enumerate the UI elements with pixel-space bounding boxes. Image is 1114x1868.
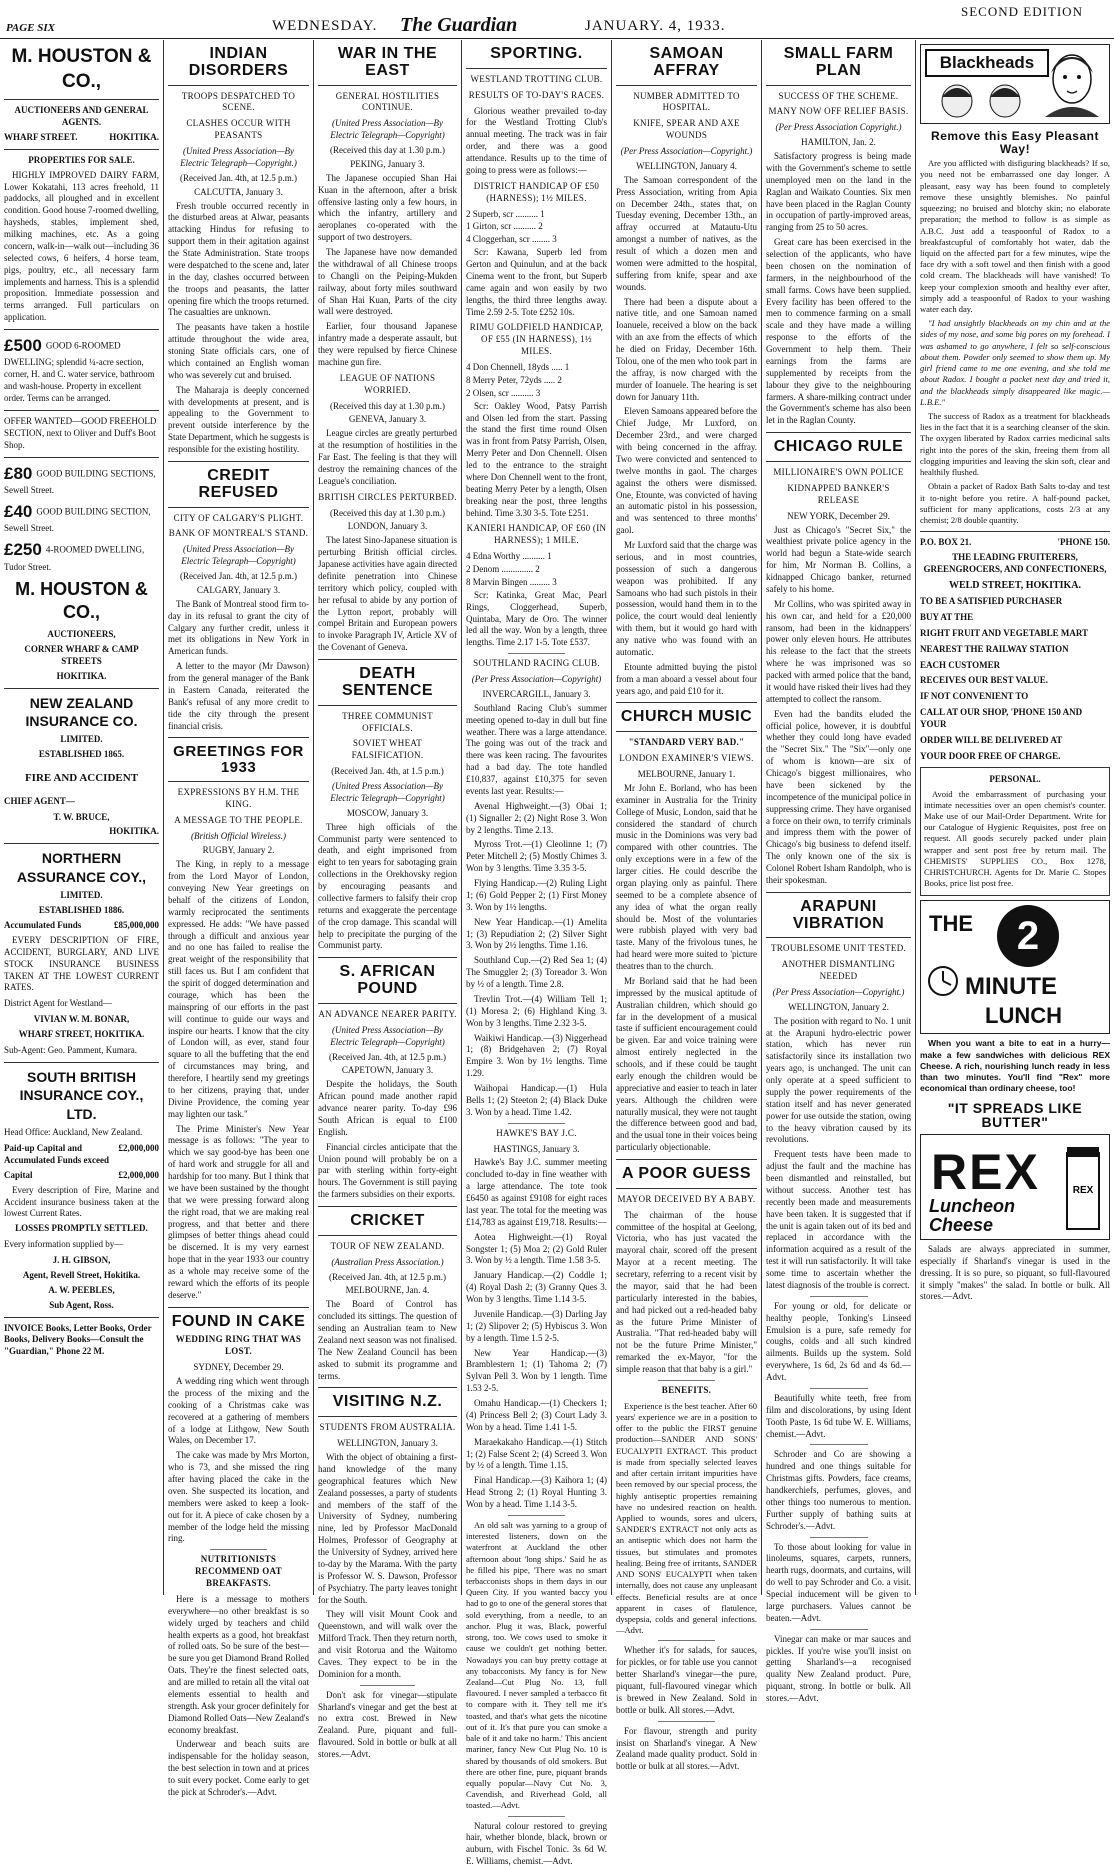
column-display-ads: [916, 40, 1114, 1595]
masthead-edition: SECOND EDITION: [961, 4, 1083, 19]
dateline: CALCUTTA, January 3.: [194, 186, 283, 197]
peebles-address: Sub Agent, Ross.: [49, 1299, 114, 1310]
accumulated-funds: Accumulated Funds £85,000,000: [4, 920, 159, 931]
article-paragraph: The cake was made by Mrs Morton, who is 73, and she missed the ring after having placed the cake in the oven. She suspected its location, and members were asked to keep a look-out for it. A piece of cake chosen by a member of the lodge held the missing ring.: [168, 1450, 309, 1544]
rex-logo: REX: [931, 1143, 1040, 1200]
subhead: MAYOR DECEIVED BY A BABY.: [617, 1193, 756, 1204]
south-head-office: Head Office: Auckland, New Zealand.: [4, 1127, 143, 1138]
firm2-town: HOKITIKA.: [56, 670, 107, 681]
article-paragraph: Financial circles anticipate that the Union pound will probably be on a par with sterling within forty-eight hours. The Government is still paying the farmers subsidies on their exports.: [318, 1141, 457, 1200]
masthead-title: The Guardian: [400, 14, 518, 36]
headline-greetings: GREETINGS FOR 1933: [173, 743, 304, 777]
race-result-paragraph: Waikiwi Handicap.—(3) Niggerhead 1; (8) Bridgehaven 2; (7) Royal Empire 3. Won by 1½ lengths. Time 1.29.: [466, 1032, 607, 1079]
subhead: KNIFE, SPEAR AND AXE WOUNDS: [633, 118, 740, 141]
race-result: 4 Edna Worthy .......... 1: [466, 551, 552, 562]
article-paragraph: For flavour, strength and purity insist on Sharland's vinegar. A New Zealand made quality product. Sold in bottle or bulk at all stores.—Advt.: [616, 1725, 757, 1772]
column-4: [462, 40, 612, 1867]
headline-war-in-east: WAR IN THE EAST: [337, 45, 438, 79]
subhead: WESTLAND TROTTING CLUB.: [470, 73, 603, 84]
fruiterer-address: WELD STREET, HOKITIKA.: [948, 579, 1082, 591]
race-result-paragraph: Southland Cup.—(2) Red Sea 1; (4) The Smuggler 2; (3) Toreador 3. Won by ½ of a length. Time 2.8.: [466, 955, 607, 990]
masthead-date: JANUARY. 4, 1933.: [585, 18, 726, 34]
subhead: CITY OF CALGARY'S PLIGHT.: [173, 512, 304, 523]
press-credit: (Per Press Association—Copyright.): [772, 986, 905, 997]
headline-found-in-cake: FOUND IN CAKE: [171, 1312, 306, 1330]
invoice-books-ad: INVOICE Books, Letter Books, Order Books, Delivery Books—Consult the "Guardian," Phone 22 M.: [4, 1322, 152, 1357]
article-paragraph: The Japanese occupied Shan Hai Kuan in the afternoon, after a brisk offensive lasting only a few hours, in which the infantry, artillery and aeroplanes co-operated with the support of two destroyers.: [318, 172, 457, 243]
press-credit: (United Press Association—By Electric Telegraph—Copyright): [181, 544, 296, 567]
clock-hand-icon: [925, 941, 961, 1021]
race-result: 2 Denom .............. 2: [466, 564, 540, 575]
subhead: AN ADVANCE NEARER PARITY.: [318, 1008, 457, 1019]
column-6: [762, 40, 916, 1704]
article-paragraph: The latest Sino-Japanese situation is perturbing British official circles. Japanese activities have again directed definite penetration into Chinese territory which policy, coupled with her refusal to abide by any portion of the Lytton report, probably will compel Britain and European powers to invoke Paragraph IV, Article XV of the Covenant of Geneva.: [318, 535, 457, 653]
article-paragraph: They will visit Mount Cook and Queenstown, and will walk over the Milford Track. Then they return north, and visit Rotorua and the Waitomo Caves. They expect to be in the Dominion for a month.: [318, 1609, 457, 1679]
race-result: 2 Olsen, scr .......... 3: [466, 387, 541, 398]
subhead: SUCCESS OF THE SCHEME.: [778, 90, 899, 101]
article-paragraph: Eleven Samoans appeared before the Chief Judge, Mr Luxford, on December 23rd., and were charged with being concerned in the affray. Two were convicted and sentenced to twelve months in gaol. The charges against the others were dismissed. One, Etounte, was convicted of having an automatic pistol in his possession, and was sentenced to three months' gaol.: [616, 406, 757, 536]
dateline: (Received Jan. 4th, at 12.5 p.m.): [180, 172, 297, 183]
fruiterer-line: CALL AT OUR SHOP, 'PHONE 150 AND YOUR: [920, 707, 1083, 729]
dateline: (Received this day at 1.30 p.m.): [330, 145, 445, 156]
race-heading: KANIERI HANDICAP, OF £60 (IN HARNESS); 1 MILE.: [466, 523, 607, 546]
article-paragraph: Mr Borland said that he had been impressed by the musical aptitude of Australian children, which should go far in the development of a musical taste if sufficient encouragement could be given. Ear and voice training were almost entirely neglected in the schools, and if these could be taught early enough the children would be appreciative and easier to teach in later years. Although the children were naturally musical, they were not taught the difference between good and bad, and the usual tone in their voices being particularly objectionable.: [616, 975, 757, 1153]
dateline: PEKING, January 3.: [350, 158, 425, 169]
dateline: CAPETOWN, January 3.: [341, 1065, 434, 1076]
dateline: WELLINGTON, January 4.: [636, 160, 737, 171]
article-paragraph: Schroder and Co are showing a hundred and one things suitable for Christmas gifts. Powders, face creams, handkerchiefs, perfumes, gloves, and other things too numerous to mention. Further supply of bathing suits at Schroder's.—Advt.: [766, 1449, 911, 1531]
dateline: (Received Jan. 4th, at 12.5 p.m.): [180, 571, 297, 582]
chief-agent-name: T. W. BRUCE,: [53, 811, 110, 822]
subhead: A MESSAGE TO THE PEOPLE.: [174, 814, 303, 825]
fruiterer-line: NEAREST THE RAILWAY STATION: [920, 643, 1069, 654]
gibson-name: J. H. GIBSON,: [52, 1255, 111, 1266]
masthead-day: WEDNESDAY.: [272, 18, 378, 34]
fruiterer-line: ORDER WILL BE DELIVERED AT: [920, 734, 1063, 745]
lunch-word: LUNCH: [985, 1003, 1062, 1029]
headline-cricket: CRICKET: [350, 1212, 425, 1230]
dateline: WELLINGTON, January 2.: [788, 1001, 889, 1012]
spreads-slogan: "IT SPREADS LIKE BUTTER": [947, 1099, 1083, 1131]
fruiterer-line: YOUR DOOR FREE OF CHARGE.: [920, 750, 1061, 761]
dateline: MOSCOW, January 3.: [346, 807, 429, 818]
fruiterer-line: BUY AT THE: [920, 611, 974, 622]
subhead: EXPRESSIONS BY H.M. THE KING.: [177, 786, 300, 809]
press-credit: (British Official Wireless.): [191, 830, 286, 841]
subhead: TROUBLESOME UNIT TESTED.: [770, 943, 907, 954]
article-paragraph: The Prime Minister's New Year message is as follows: "The year to which we say good-bye has been one of hard work and struggle for all and hardship for too many. But I think that we have been sustained by the thought that we were pressing forward along the right road, that we are making real progress, and that better and there glimpses of better things ahead could be discerned. It is my very earnest hope that in the year 1933 our country as a whole may receive some of the reward which the efforts of its people deserve.": [168, 1123, 309, 1300]
two-minute-lunch-ad: [920, 900, 1110, 1034]
column-advertisements: [0, 40, 164, 1595]
rex-cheese-ad: [920, 1134, 1110, 1240]
article-paragraph: Hawke's Bay J.C. summer meeting concluded to-day in fine weather with a large attendance. The tote took £6450 as against £9108 for eight races last year. The total for the meeting was £14,783 as against £19,718. Results:—: [466, 1157, 607, 1227]
article-paragraph: Salads are always appreciated in summer, especially if Sharland's vinegar is used in the dressing. It is so pure, so piquant, so full-flavoured it simply "makes" the salad. In bottle or bulk. All stores.—Advt.: [920, 1243, 1110, 1302]
press-credit: (United Press Association—By Electric Telegraph—Copyright.): [180, 146, 297, 168]
race-result-paragraph: New Year Handicap.—(3) Bramblestern 1; (1) Tahoma 2; (7) Sylvan Pell 3. Won by 1 length. Time 1.53 2-5.: [466, 1347, 607, 1394]
vivian-address: WHARF STREET, HOKITIKA.: [18, 1029, 145, 1040]
firm-name-2: M. HOUSTON & CO.,: [15, 578, 148, 623]
blackheads-text: Obtain a packet of Radox Bath Salts to-day and test it to-night before you retire. A half-pound packet, sufficient for many applications, costs 2/3 at any chemist; 2/8 double quantity.: [920, 481, 1110, 525]
dateline: (Received Jan. 4th, at 1.5 p.m.): [331, 766, 444, 777]
article-paragraph: Frequent tests have been made to adjust the fault and the machine has been dismantled and reinstalled, but without success. Another test has recently been made and measurements have been taken. It is suggested that if the unit is again taken out of its bed and replaced in accordance with the information acquired as a result of the test it will run satisfactorily. It will take some time to ascertain whether the latest diagnosis of the trouble is correct.: [766, 1149, 911, 1290]
article-paragraph: The position with regard to No. 1 unit at the Arapuni hydro-electric power station, which has never run satisfactorily since its installation two years ago, is unchanged. The unit can only operate at a speed sufficient to supply the power requirements of the station itself and has never generated power for use outside the station, owing to the heavy vibration caused by its revolutions.: [766, 1015, 911, 1145]
northern-limited: LIMITED.: [60, 890, 103, 901]
peebles-name: A. W. PEEBLES,: [48, 1284, 115, 1295]
property-listing: HIGHLY IMPROVED DAIRY FARM, Lower Kokatahi, 113 acres freehold, 11 paddocks, all ploughed and in excellent condition. Good house 7-roomed dwelling, haysheds, stables, implement shed, milking machines, etc. As a going concern, walk-in—walk out—including 36 selected cows, 6 heifers, 4 horse team, pigs, poultry, etc., all necessary farm implements and harness. This is a splendid proposition. Immediate possession and terms arranged. Full particulars on application.: [4, 169, 159, 323]
headline-credit-refused: CREDIT REFUSED: [198, 466, 279, 501]
lunch-the: THE: [929, 911, 973, 937]
subhead: MANY NOW OFF RELIEF BASIS.: [768, 106, 909, 117]
northern-established: ESTABLISHED 1886.: [38, 905, 125, 916]
lunch-two: 2: [997, 905, 1059, 967]
dateline: HAMILTON, Jan. 2.: [801, 137, 876, 148]
subhead: LEAGUE OF NATIONS WORRIED.: [339, 372, 436, 395]
blackheads-testimonial: "I had unsightly blackheads on my chin and at the sides of my nose, and some big pores on my forehead. I was ashamed to go anywhere, I felt so self-conscious about them. Powder only seemed to show them up. My girl friend came to me one evening, and she told me about Radox. I bought a packet next day and tried it, and the blackheads simply disappeared like magic.—L.B.E.": [920, 318, 1110, 407]
subhead: LONDON EXAMINER'S VIEWS.: [619, 753, 754, 764]
fruiterer-line: RECEIVES OUR BEST VALUE.: [920, 675, 1049, 686]
fruiterer-line: RIGHT FRUIT AND VEGETABLE MART: [920, 627, 1089, 638]
blackheads-ad-header: [920, 44, 1110, 124]
article-paragraph: Underwear and beach suits are indispensable for the holiday season, the best selection in town and at prices to suit every pocket. Come early to get the pick at Schroder's.—Advt.: [168, 1739, 309, 1797]
headline-samoan-affray: SAMOAN AFFRAY: [649, 45, 724, 79]
subhead: BENEFITS.: [661, 1384, 712, 1395]
article-paragraph: Just as Chicago's "Secret Six," the wealthiest private police agency in the world had begun a State-wide search for him, Mr Norman B. Collins, a kidnapped Chicago banker, returned safely to his home.: [766, 524, 911, 594]
corner-address: CORNER WHARF & CAMP STREETS: [24, 643, 139, 666]
column-2: [164, 40, 314, 1797]
article-paragraph: Despite the holidays, the South African pound made another rapid advance nearer parity. To-day £96 South African is equal to £100 English.: [318, 1079, 457, 1137]
race-result: 8 Marvin Bingen ......... 3: [466, 576, 557, 587]
personal-text: Avoid the embarrassment of purchasing your intimate necessities over an open chemist's counter. Make use of our Mail-Order Department. Write for our Catalogue of Hygienic Requisites, post free on request. All goods securely packed under plain wrapper and sent post free by return mail. The CHEMISTS' SUPPLIES CO., Box 1278, CHRISTCHURCH. Agents for Dr. Marie C. Stopes Books, price list post free.: [924, 788, 1106, 889]
press-credit: (United Press Association—By Electric Telegraph—Copyright): [330, 781, 445, 803]
dateline: RUGBY, January 2.: [202, 845, 275, 856]
article-paragraph: Mr Luxford said that the charge was serious, and in most countries, possession of such a dangerous weapon was prohibited. If any Samoans who had such pistols in their possession, would hand them in to the police, the court would deal leniently with them, but it would go hard with any native who was found with an automatic.: [616, 540, 757, 657]
press-credit: (Per Press Association Copyright.): [775, 122, 902, 133]
race-result-paragraph: Trevlin Trot.—(4) William Tell 1; (1) Moresa 2; (6) Highland King 3. Won by 3 lengths. Time 2.32 3-5.: [466, 993, 607, 1028]
headline-visiting-nz: VISITING N.Z.: [332, 1393, 443, 1411]
subhead: RESULTS OF TO-DAY'S RACES.: [468, 89, 605, 100]
dateline: SYDNEY, December 29.: [193, 1362, 284, 1373]
sub-agent: Sub-Agent: Geo. Pamment, Kumara.: [4, 1044, 137, 1055]
article-paragraph: Experience is the best teacher. After 60 years' experience we are in a position to offer to the public the FIRST genuine production—SANDER AND SONS' EUCALYPTI EXTRACT. This product is made from specially selected leaves and after certain irritant impurities have been removed by our special process, the highly antiseptic properties remaining have no undesired reaction on health. Applied to wounds, sores and ulcers, SANDER'S EXTRACT not only acts as an antiseptic which does not harm the tissues, but stimulates and promotes healing. Being free of irritants, SANDER AND SONS' EUCALYPTI when taken internally, does not cause any unpleasant effects. Beneficial results are at once apparent in cases of flatulence, dyspepsia, colds and general infections.—Advt.: [616, 1400, 757, 1636]
chief-agent-town: HOKITIKA.: [109, 826, 159, 837]
woman-face-icon: [1041, 49, 1103, 117]
property-80: £80 GOOD BUILDING SECTIONS, Sewell Street.: [4, 463, 156, 496]
headline-death-sentence: DEATH SENTENCE: [341, 665, 434, 699]
fire-accident: FIRE AND ACCIDENT: [24, 772, 139, 785]
fruiterer-line: IF NOT CONVENIENT TO: [920, 691, 1029, 702]
race-heading: RIMU GOLDFIELD HANDICAP, OF £55 (IN HARNESS), 1½ MILES.: [469, 322, 604, 357]
subhead: KIDNAPPED BANKER'S RELEASE: [787, 482, 890, 505]
south-british-title: SOUTH BRITISH INSURANCE COY., LTD.: [19, 1068, 144, 1122]
article-paragraph: Whether it's for salads, for sauces, for pickles, or for table use you cannot better Sharland's vinegar—the pure, piquant, full-flavoured vinegar which is brewed in New Zealand. Sold in bottle or bulk. All stores.—Advt.: [616, 1645, 757, 1715]
race-result: 4 Don Chennell, 18yds ..... 1: [466, 362, 570, 373]
column-3: [314, 40, 462, 1759]
lunch-text: When you want a bite to eat in a hurry—make a few sandwiches with delicious REX Cheese. A rich, nourishing lunch ready in less than two minutes. You'll find "Rex" more economical than ordinary cheese, too!: [920, 1038, 1110, 1094]
property-40: £40 GOOD BUILDING SECTION, Sewell Street.: [4, 501, 151, 534]
firm2-subtitle: AUCTIONEERS,: [47, 629, 116, 640]
headline-indian-disorders: INDIAN DISORDERS: [188, 45, 289, 79]
dateline: GENEVA, January 3.: [348, 414, 427, 425]
press-credit: (United Press Association—By Electric Telegraph—Copyright): [330, 1024, 445, 1047]
fruiterer-contact: P.O. BOX 21. 'PHONE 150.: [920, 537, 1110, 548]
article-paragraph: The Japanese have now demanded the withdrawal of all Chinese troops to Changli on the Peiping-Mukden railway, about forty miles southward of Shan Hai Kuan, Parts of the city wall were destroyed.: [318, 247, 457, 317]
personal-ad: [920, 767, 1110, 897]
dateline: (Received this day at 1.30 p.m.): [330, 400, 445, 411]
race-result: 1 Girton, scr .......... 2: [466, 221, 543, 232]
nz-insurance-title: NEW ZEALAND INSURANCE CO.: [25, 694, 138, 729]
subhead: TOUR OF NEW ZEALAND.: [330, 1240, 445, 1251]
dateline: NEW YORK, December 29.: [787, 510, 890, 521]
subhead: BRITISH CIRCLES PERTURBED.: [318, 491, 457, 502]
nz-insurance-established: ESTABLISHED 1865.: [38, 749, 125, 760]
article-paragraph: Satisfactory progress is being made with the Government's scheme to settle unemployed men on the land in the Raglan and Waikato Counties. Six men have been placed in the Raglan County in occupation of partly-improved areas, ranging from 25 to 50 acres.: [766, 151, 911, 233]
subhead: WEDDING RING THAT WAS LOST.: [175, 1334, 302, 1357]
article-paragraph: Scr: Kawana, Superb led from Gerton and Quinulun, and at the back Cinema went to the front, but Superb came again and won easily by two lengths, the third three lengths away. Time 2.59 2-5. Tote £252 10s.: [466, 247, 607, 317]
race-result: 4 Cloggerhan, scr ........ 3: [466, 234, 557, 245]
article-paragraph: Even had the bandits eluded the official police, however, it is doubtful whether they could long have evaded the "Secret Six." The "Six"—only one of whom is known—are six of Chicago's biggest millionaires, who have been sickened by the incompetence of the municipal police in suppressing crime. They have organised a force on their own, to terrify criminals and impress them with the power of Chicago's big business to defend itself. The only known one of the six is Colonel Robert Isham Randolph, who is their spokesman.: [766, 708, 911, 885]
headline-chicago-rule: CHICAGO RULE: [773, 438, 904, 456]
race-result-paragraph: Avenal Highweight.—(3) Obai 1; (1) Signaller 2; (2) Night Rose 3. Won by 2 lengths. Time 2.13.: [466, 800, 607, 835]
race-result-paragraph: Waihopai Handicap.—(1) Hula Bells 1; (2) Steeton 2; (4) Black Duke 3. Won by a head. Time 1.42.: [466, 1083, 607, 1117]
dateline: INVERCARGILL, January 3.: [482, 688, 591, 699]
article-paragraph: There had been a dispute about a native title, and one Samoan named Ioanuele, received a blow on the back with an axe from the effects of which he died on Friday, December 16th. Tolou, one of the men who took part in the affray, is now charged with the murder of Ioanuele. The hearing is set down for January 11th.: [616, 296, 757, 402]
subhead: THREE COMMUNIST OFFICIALS.: [342, 710, 433, 733]
blackheads-title: Blackheads: [925, 49, 1049, 77]
faces-illustration-icon: [927, 79, 1039, 119]
subhead: BANK OF MONTREAL'S STAND.: [168, 528, 309, 539]
subhead: ANOTHER DISMANTLING NEEDED: [781, 959, 896, 982]
dateline: (Received Jan. 4th, at 12.5 p.m.): [329, 1271, 446, 1282]
subhead: STUDENTS FROM AUSTRALIA.: [319, 1422, 456, 1433]
subhead: TROOPS DESPATCHED TO SCENE.: [181, 90, 296, 113]
headline-sporting: SPORTING.: [490, 45, 583, 62]
headline-poor-guess: A POOR GUESS: [622, 1165, 751, 1183]
article-paragraph: The Maharaja is deeply concerned with developments at present, and is appealing to the Government to prevent outside interference by the State Department, which he suggests is responsible for the existing hostility.: [168, 384, 309, 455]
dateline: MELBOURNE, January 1.: [637, 769, 736, 780]
article-paragraph: Mr John E. Borland, who has been examiner in Australia for the Trinity College of Music, London, said that he considered the standard of church music in the Dominions was very bad compared with other countries. The only exceptions were in a few of the larger cities. He could describe the organ playing only as painful. There seemed to be a complete absence of any idea of what the organ really should be. Most of the voluntaries were rubbish played with very bad taste. Many of the frivolous tunes, he had heard were more suited to 'picture theatres than to the church.: [616, 782, 757, 972]
svg-text:REX: REX: [1072, 1184, 1094, 1196]
page-number: PAGE SIX: [6, 22, 56, 34]
article-paragraph: A letter to the mayor (Mr Dawson) from the general manager of the Bank in Eastern Canada, reiterated the Bank's refusal of any more credit to tide the city through the present financial crisis.: [168, 661, 309, 731]
blackheads-headline: Remove this Easy Pleasant Way!: [931, 129, 1099, 156]
race-result-paragraph: Maraekakaho Handicap.—(1) Stitch 1; (2) False Scent 2; (4) Screed 3. Won by ½ of a length. Time 1.15.: [466, 1436, 607, 1471]
subhead: GENERAL HOSTILITIES CONTINUE.: [335, 90, 440, 113]
capital: Capital £2,000,000: [4, 1169, 159, 1180]
dateline: (Received this day at 1.30 p.m.): [330, 507, 445, 518]
article-paragraph: Glorious weather prevailed to-day for the Westland Trotting Club's annual meeting. The track was in fair order, and there was a good attendance. Results up to the time of going to press were as follows:—: [466, 105, 607, 175]
article-paragraph: Earlier, four thousand Japanese infantry made a desperate assault, but they were repulsed by fierce Chinese machine gun fire.: [318, 321, 457, 367]
vivian-name: VIVIAN W. M. BONAR,: [33, 1014, 130, 1025]
subhead: SOUTHLAND RACING CLUB.: [473, 658, 600, 669]
article-paragraph: Scr: Katinka, Great Mac, Pearl Rings, Cloggerhead, Superb, Quintaba, Mary de Oro. The winner led all the way. Won by a length, three lengths. Time 2.17 1-5. Tote £537.: [466, 589, 607, 648]
luncheon-cheese: Luncheon Cheese: [929, 1195, 1015, 1235]
article-paragraph: The chairman of the house committee of the hospital at Geelong, Victoria, who has just vacated the mayoral chair, scored off the present Mayor at a recent meeting. The secretary, referring to a recent visit by the mayor, said that he had been particularly interested in the babies, and had picked out a red-headed baby as the future Prime Minister of Australia. "That red-headed baby will not be the future Prime Minister," remarked the ex-Mayor, "for the simple reason that that baby is a girl.": [616, 1209, 757, 1375]
fruiterer-line: TO BE A SATISFIED PURCHASER: [920, 596, 1063, 606]
article-paragraph: The peasants have taken a hostile attitude throughout the wide area, stoning State officials cars, one of which contained an English woman who was severely cut and bruised.: [168, 322, 309, 380]
dateline: WELLINGTON, January 3.: [337, 1438, 438, 1449]
race-result-paragraph: Final Handicap.—(3) Kaihora 1; (4) Head Strong 2; (1) Royal Hunting 3. Won by a head. Time 1.14 3-5.: [466, 1475, 607, 1510]
article-paragraph: Fresh trouble occurred recently in the disturbed areas at Alwar, peasants attacking Hindus for refusing to support them in their agitation against the State Administration. State troops were despatched to the scene and, later in the day, clashes occurred between the troops and peasants, the latter opening fire which the troops returned. The casualties are unknown.: [168, 200, 309, 318]
article-paragraph: For young or old, for delicate or healthy people, Tonking's Linseed Emulsion is a pure, safe remedy for coughs, colds and all such kindred ailments. Builds up the system. Sold everywhere, 1s 6d, 2s 6d and 4s 6d.—Advt.: [766, 1300, 911, 1383]
race-result-paragraph: January Handicap.—(2) Coddle 1; (4) Royal Dash 2; (3) Granny Ques 3. Won by 3 lengths. Time 1.14 3-5.: [466, 1270, 607, 1305]
subhead: SOVIET WHEAT FALSIFICATION.: [351, 738, 424, 761]
properties-heading: PROPERTIES FOR SALE.: [28, 154, 135, 165]
article-paragraph: Southland Racing Club's summer meeting opened to-day in dull but fine weather. There was a large attendance. The going was out of the track and there was keen racing. The favourites had a bad day. The tote handled £10,837, against £10,375 for seven events last year. Results:—: [466, 702, 607, 796]
fruiterer-title: THE LEADING FRUITERERS, GREENGROCERS, AND CONFECTIONERS,: [923, 552, 1107, 574]
article-paragraph: The Bank of Montreal stood firm to-day in its refusal to grant the city of Calgary any further credit, unless it met its obligations in New York in American funds.: [168, 598, 309, 657]
dateline: CALGARY, January 3.: [196, 584, 281, 595]
subhead: NUMBER ADMITTED TO HOSPITAL.: [633, 90, 740, 113]
northern-assurance-title: NORTHERN ASSURANCE COY.,: [16, 850, 147, 885]
race-result-paragraph: Omahu Handicap.—(1) Checkers 1; (4) Princess Bell 2; (3) Court Lady 3. Won by a head. Time 1.41 1-5.: [466, 1398, 607, 1432]
press-credit: (United Press Association—By Electric Telegraph—Copyright): [330, 118, 445, 141]
cheese-package-icon: [1063, 1143, 1103, 1233]
every-information: Every information supplied by—: [4, 1239, 124, 1250]
article-paragraph: To those about looking for value in linoleums, squares, carpets, runners, hearth rugs, doormats, and curtains, will do well to pay Schroder and Co. a visit. Special inducement will be given to large purchasers. Values cannot be beaten.—Advt.: [766, 1541, 911, 1623]
dateline: (Received Jan. 4th, at 12.5 p.m.): [329, 1051, 446, 1062]
race-result: 2 Superb, scr .......... 1: [466, 208, 545, 219]
race-result-paragraph: Juvenile Handicap.—(3) Darling Jay 1; (2) Slipover 2; (5) Hybiscus 3. Won by a length. Time 1.5 2-5.: [466, 1308, 607, 1343]
firm-address: WHARF STREET. HOKITIKA.: [4, 131, 159, 142]
subhead: NUTRITIONISTS RECOMMEND OAT BREAKFASTS.: [195, 1554, 282, 1589]
insurance-description: EVERY DESCRIPTION OF FIRE, ACCIDENT, BURGLARY, AND LIVE STOCK INSURANCE BUSINESS TAKEN AT THE LOWEST CURRENT RATES.: [4, 934, 159, 993]
article-paragraph: A wedding ring which went through the process of the mixing and the cooking of a Christmas cake was recovered at a gathering of members of a lodge at Lithgow, New South Wales, on December 17.: [168, 1376, 309, 1446]
article-paragraph: Three high officials of the Communist party were sentenced to death, and eight imprisoned from eight to ten years for sabotaging grain collections in the Orekhovsky region by encouraging peasants and collective farmers to falsify their crop returns and exaggerate the percentage of the crop damage. This scandal will help to precipitate the purging of the Communist party.: [318, 821, 457, 951]
dateline: MELBOURNE, Jan. 4.: [345, 1285, 430, 1296]
firm-subtitle: AUCTIONEERS AND GENERAL AGENTS.: [14, 105, 149, 128]
press-credit: (Australian Press Association.): [331, 1256, 444, 1267]
race-heading: DISTRICT HANDICAP OF £50 (HARNESS); 1½ MILES.: [473, 180, 600, 203]
race-result-paragraph: Myross Trot.—(1) Cleolinne 1; (7) Peter Mitchell 2; (5) Mostly Chimes 3. Won by 3 lengths. Time 3.35 3-5.: [466, 839, 607, 874]
article-paragraph: Beautifully white teeth, free from film and discolorations, by using Ident Tooth Paste, 1s 6d tube W. E. Williams, chemist.—Advt.: [766, 1392, 911, 1439]
firm-name: M. HOUSTON & CO.,: [11, 46, 152, 93]
article-paragraph: Here is a message to mothers everywhere—no other breakfast is so widely urged by teachers and child health experts as a good, hot breakfast of rolled oats. So be sure of the best—be sure you get Diamond Brand Rolled Oats. They're the finest selected oats, and are milled to retain all the vital oat elements essential to health and strength. Ask your grocer definitely for Diamond Rolled Oats—New Zealand's economy breakfast.: [168, 1593, 309, 1735]
race-result: 8 Merry Peter, 72yds ..... 2: [466, 374, 562, 385]
subhead: MILLIONAIRE'S OWN POLICE: [773, 467, 904, 478]
blackheads-text: Are you afflicted with disfiguring blackheads? If so, you need not be embarrassed one day longer. A pleasant, easy way has been found to completely remove these unsightly blemishes. No painful squeezing; no bruised and blotchy skin; no elaborate preparation; the method to follow is as simple as A.B.C. Just add a teaspoonful of Radox to a breakfastcupful of comfortably hot water, dab the liquid on the affected part for a few minutes, wipe the face dry with a soft towel and then finish with a good cold cream. The blackheads will have vanished! To keep your complexion smooth and healthy ever after, simply add a teaspoonful of Radox to your washing water each day.: [920, 158, 1110, 315]
personal-heading: PERSONAL.: [989, 773, 1041, 784]
race-result-paragraph: New Year Handicap.—(1) Amelita 1; (3) Repudiation 2; (2) Silver Sight 3. Won by 2½ lengths. Time 1.16.: [466, 916, 607, 951]
article-paragraph: Vinegar can make or mar sauces and pickles. If you're wise you'll insist on getting Sharland's—a recognised quality New Zealand product. Pure, piquant, strong. In bottle or bulk. All stores.—Advt.: [766, 1633, 911, 1704]
nz-insurance-limited: LIMITED.: [60, 734, 103, 745]
article-paragraph: An old salt was yarning to a group of interested listeners, down on the waterfront at Auckland the other afternoon about 'long ships.' Said he as he filled his pipe, 'There was no smart terbacconists shops in them days in our Queen City. If you wanted baccy you had to go to one of the general stores that sold everything, from a needle, to an anchor. Plug it was, Black, powerful strong, too. We cows used to smoke it cause we couldn't get nothing better. Nowadays you can buy pretty cottage at any tobacconists. My fancy is for New Zealand—Cut Plug No. 13, full flavoured. I never sampled a terbacco fit to compare with it. They tell me it's toasted, and that's what gets the nicotine out of it. It's that pure you can smoke a bale of it and take no harm.' This ancient mariner, fancy New Cut Plug No. 10 is shared by thousands of old smokers. But there are other fine, pure, piquant brands equally popular—Navy Cut No. 3, Cavendish, and Riverhead Gold, all toasted.—Advt.: [466, 1519, 607, 1811]
article-paragraph: Don't ask for vinegar—stipulate Sharland's vinegar and get the best at no extra cost. Brewed in New Zealand. Pure, piquant and full-flavoured. Sold in bottle or bulk at all stores.—Advt.: [318, 1689, 457, 1759]
masthead: [0, 0, 1114, 39]
headline-church-music: CHURCH MUSIC: [620, 708, 753, 726]
dateline: LONDON, January 3.: [347, 521, 428, 532]
article-paragraph: Etounte admitted buying the pistol from a man aboard a vessel about four years ago, and paid £10 for it.: [616, 661, 757, 696]
article-paragraph: Natural colour restored to greying hair, whether blonde, black, brown or auburn, with Fischel Tonic. 3s 6d W. E. Williams, chemist.—Advt.: [466, 1820, 607, 1867]
press-credit: (Per Press Association—Copyright): [471, 674, 602, 685]
article-paragraph: The Samoan correspondent of the Press Association, writing from Apia on December 24th., states that, on Tuesday evening, December 13th., an affray occurred at Matautu-Utu amongst a number of natives, as the result of which a dozen men and women were admitted to the hospital, suffering from knife, spear and axe wounds.: [616, 174, 757, 292]
article-paragraph: With the object of obtaining a first-hand knowledge of the many geographical features which New Zealand possesses, a party of students and members of the staff of the University of Sydney, numbering nine, led by Professor MacDonald Holmes, Professor of Geography at the University of Sydney, arrived here to-day by the Marama. With the party is Professor W. S. Dawson, Professor of Psychiatry. The party leaves tonight for the South.: [318, 1452, 457, 1605]
losses-settled: LOSSES PROMPTLY SETTLED.: [15, 1223, 148, 1234]
district-agent: District Agent for Westland—: [4, 998, 112, 1009]
fruiterer-line: EACH CUSTOMER: [920, 659, 1001, 670]
article-paragraph: Scr: Oakley Wood, Patsy Parrish and Olsen led from the start. Passing the stand the first time round Olsen was in front from Patsy Parrish, Olsen, Merry Peter and Don Chennell. Olsen led to the entrance to the straight where Don Chennell went to the front, beating Merry Peter by a length, Olsen breaking near the post, three lengths behind. Time 3.30 3-5. Tote £251.: [466, 400, 607, 518]
article-paragraph: League circles are greatly perturbed at the resumption of hostilities in the Far East. The feeling is that they will destroy the remaining chances of the League's conciliation.: [318, 428, 457, 486]
paid-up-capital: Paid-up Capital and Accumulated Funds exceed £2,000,000: [4, 1143, 159, 1165]
offer-wanted: OFFER WANTED—GOOD FREEHOLD SECTION, next to Oliver and Duff's Boot Shop.: [4, 415, 157, 450]
gibson-address: Agent, Revell Street, Hokitika.: [22, 1269, 141, 1280]
chief-agent-label: CHIEF AGENT—: [4, 795, 75, 806]
article-paragraph: Mr Collins, who was spirited away in his own car, and held for a £20,000 ransom, had been in the kidnappers' power only eleven hours. He attributes his release to the fact that the streets where he was imprisoned was so packed with armed police that the band, it would have risked their lives had they attempted to collect the ransom.: [766, 598, 911, 704]
column-5: [612, 40, 762, 1772]
subhead: "STANDARD VERY BAD.": [628, 737, 745, 748]
press-credit: (Per Press Association—Copyright.): [620, 146, 753, 157]
property-500: £500 GOOD 6-ROOMED DWELLING; splendid ¼-acre section, corner, H. and C. water service, bathroom and wash-house. Property in excellent order. Terms can be arranged.: [4, 336, 155, 404]
property-250: £250 4-ROOMED DWELLING, Tudor Street.: [4, 540, 145, 572]
south-description: Every description of Fire, Marine and Accident insurance business taken at the lowest Current Rates.: [4, 1184, 159, 1219]
article-paragraph: The King, in reply to a message from the Lord Mayor of London, conveying New Year greetings on behalf of the citizens of London, warmly reciprocated the sentiments expressed. He adds: "We have passed through a difficult and anxious year and no one has failed to realise the great weight of the responsibility that still faces us. But I am confident that the spirit of dogged determination and courage, which has been the mainspring of our efforts in the past will continue to guide our ways and inspire our hearts. I know that the city of London will, as ever, stand four square to all the buffeting that the end of circumstances may bring, and therefore, I heartily send my greetings to her citizens, praying that, under Divine Providence, the coming year may lighten our task.": [168, 859, 309, 1119]
article-paragraph: Great care has been exercised in the selection of the applicants, who have been chosen on the nomination of farmers, in the neighbourhood of the small farms. Cows have been supplied. Every facility has been offered to the men to commence farming on a small scale and they have made a willing response to the efforts of the Government to help them. Their earnings from the farms are supplemented by receipts from the labour they give to the neighbouring farmers. A share-milking contract under the Government's scheme has also been let in the Raglan County.: [766, 237, 911, 426]
lunch-minute: MINUTE: [965, 973, 1057, 1001]
article-paragraph: The Board of Control has concluded its sittings. The question of sending an Australian team to New Zealand next season was not finalised. The New Zealand Council has been asked to submit its programme and terms.: [318, 1299, 457, 1381]
race-result-paragraph: Aotea Highweight.—(1) Royal Songster 1; (5) Moa 2; (2) Gold Ruler 3. Won by ½ a length. Time 1.58 3-5.: [466, 1231, 607, 1266]
headline-african-pound: S. AFRICAN POUND: [339, 963, 436, 998]
subhead: HAWKE'S BAY J.C.: [496, 1127, 577, 1138]
dateline: HASTINGS, January 3.: [493, 1143, 580, 1154]
headline-small-farm-plan: SMALL FARM PLAN: [783, 45, 894, 79]
subhead: CLASHES OCCUR WITH PEASANTS: [186, 118, 291, 141]
headline-arapuni-vibration: ARAPUNI VIBRATION: [792, 897, 885, 932]
blackheads-text: The success of Radox as a treatment for blackheads lies in the fact that it is a searching cleanser of the skin. The oxygen liberated by Radox carries medicinal salts right into the pores of the skin, freeing them from all clogging impurities and leaving the skin soft, clear and healthily flushed.: [920, 411, 1110, 478]
race-result-paragraph: Flying Handicap.—(2) Ruling Light 1; (6) Gold Pepper 2; (1) First Money 3. Won by 1½ lengths.: [466, 878, 607, 912]
